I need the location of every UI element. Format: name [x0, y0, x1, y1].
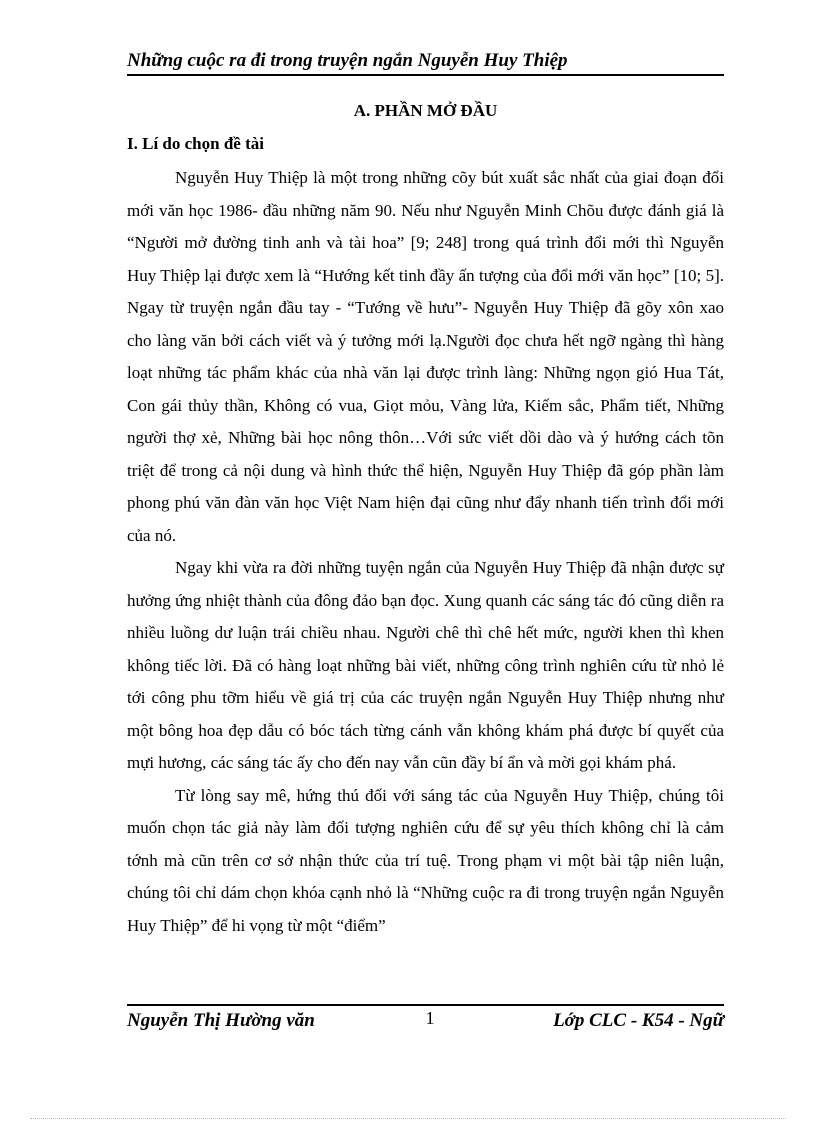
paragraph: Ngay khi vừa ra đời những tuyện ngắn của Nguyễn Huy Thiệp đã nhận được sự hưởng ứng nhiệt thành của đông đảo bạn đọc. Xung quanh các sáng tác đó cũng diễn ra nhiều luồng dư luận trái chiều nhau. Người chê thì chê hết mức, người khen thì khen không tiếc lời. Đã có hàng loạt những bài viết, những công trình nghiên cứu từ nhỏ lẻ tới công phu tỡm hiểu về giá trị của các truyện ngắn Nguyễn Huy Thiệp nhưng như một bông hoa đẹp dẫu có bóc tách từng cánh vẫn không khám phá được bí quyết của mựi hương, các sáng tác ấy cho đến nay vẫn cũn đầy bí ẩn và mời gọi khám phá.	[127, 558, 724, 772]
page-edge-divider	[30, 1118, 786, 1119]
subsection-title: I. Lí do chọn đề tài	[127, 134, 264, 153]
paragraph: Từ lòng say mê, hứng thú đối với sáng tác của Nguyễn Huy Thiệp, chúng tôi muốn chọn tác giả này làm đối tượng nghiên cứu để sự yêu thích không chỉ là cảm tớnh mà cũn trên cơ sở nhận thức của trí tuệ. Trong phạm vi một bài tập niên luận, chúng tôi chỉ dám chọn khóa cạnh nhỏ là “Những cuộc ra đi trong truyện ngắn Nguyễn Huy Thiệp” để hi vọng từ một “điểm”	[127, 785, 724, 935]
footer-author: Nguyễn Thị Hường văn	[127, 1010, 315, 1031]
footer-class-info: Lớp CLC - K54 - Ngữ	[553, 1010, 724, 1031]
page-header	[127, 48, 724, 76]
section-title: A. PHẦN MỞ ĐẦU	[353, 101, 498, 120]
footer-divider	[127, 1004, 724, 1006]
header-title: Những cuộc ra đi trong truyện ngắn Nguyễn Huy Thiệp	[127, 50, 568, 71]
page-number: 1	[425, 1008, 435, 1028]
paragraph: Nguyễn Huy Thiệp là một trong những cõy bút xuất sắc nhất của giai đoạn đổi mới văn học 1986- đầu những năm 90. Nếu như Nguyễn Minh Chõu được đánh giá là “Người mở đường tinh anh và tài hoa” [9; 248] trong quá trình đổi mới thì Nguyễn Huy Thiệp lại được xem là “Hướng kết tinh đầy ấn tượng của đổi mới văn học” [10; 5]. Ngay từ truyện ngắn đầu tay - “Tướng về hưu”- Nguyễn Huy Thiệp đã gõy xôn xao cho làng văn bởi cách viết và ý tưởng mới lạ.Người đọc chưa hết ngỡ ngàng thì hàng loạt những tác phẩm khác của nhà văn lại được trình làng: Những ngọn gió Hua Tát, Con gái thủy thần, Không có vua, Giọt mỏu, Vàng lửa, Kiếm sắc, Phẩm tiết, Những người thợ xẻ, Những bài học nông thôn…Với sức viết dồi dào và ý hướng cách tõn triệt để trong cả nội dung và hình thức thể hiện, Nguyễn Huy Thiệp đã góp phần làm phong phú văn đàn văn học Việt Nam hiện đại cũng như đẩy nhanh tiến trình đổi mới của nó.	[127, 168, 724, 545]
body-text	[127, 162, 724, 942]
